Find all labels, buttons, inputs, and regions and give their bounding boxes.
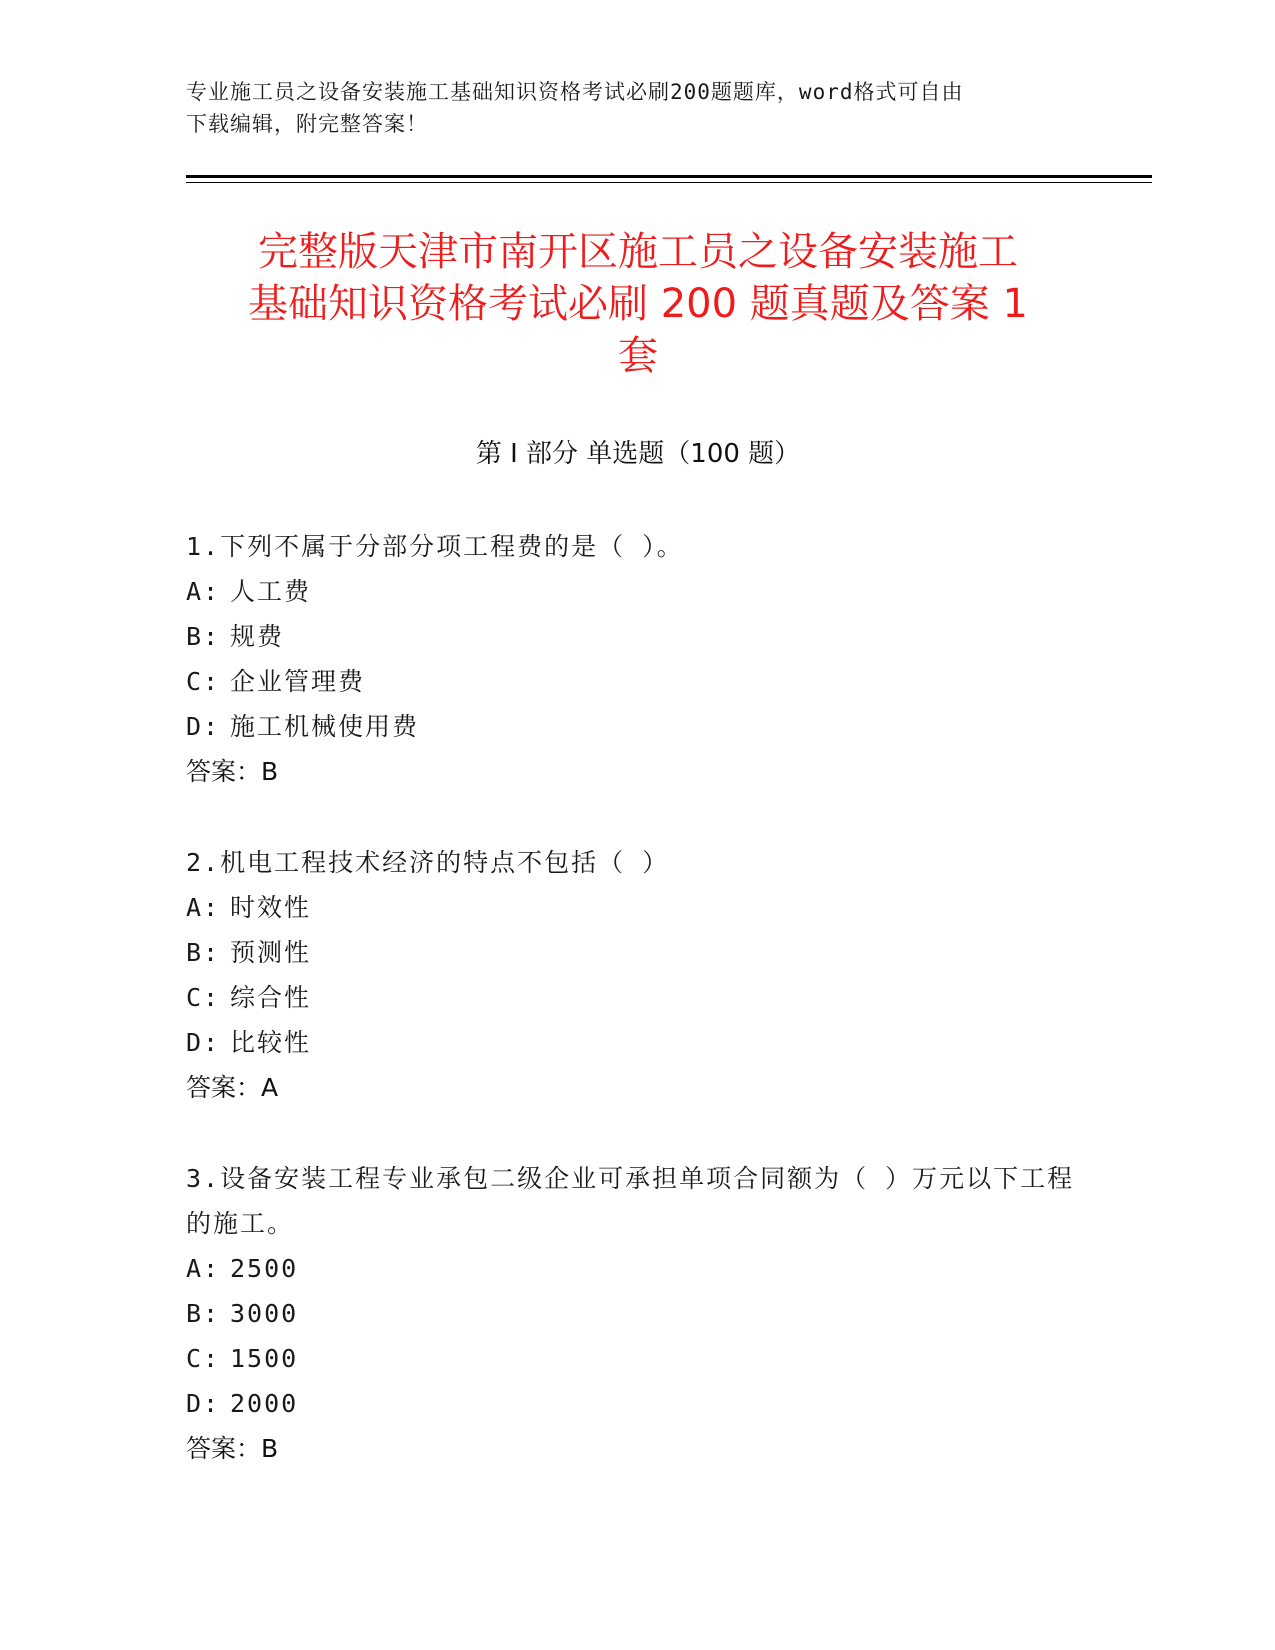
option-d	[186, 704, 1086, 749]
option-key: D:	[186, 1389, 221, 1418]
document-title-line-3: 套	[618, 333, 658, 379]
question-2	[186, 840, 1086, 1110]
option-b	[186, 930, 1086, 975]
header-note-line-1: 专业施工员之设备安装施工基础知识资格考试必刷200题题库，word格式可自由	[186, 80, 964, 104]
option-a	[186, 885, 1086, 930]
option-c	[186, 975, 1086, 1020]
question-stem: 3.设备安装工程专业承包二级企业可承担单项合同额为（ ）万元以下工程的施工。	[186, 1164, 1075, 1238]
option-key: B:	[186, 1299, 221, 1328]
question-1	[186, 524, 1086, 794]
option-text: 2000	[230, 1389, 299, 1418]
option-key: A:	[186, 1254, 221, 1283]
option-key: C:	[186, 667, 221, 696]
option-a	[186, 569, 1086, 614]
option-b	[186, 614, 1086, 659]
option-c	[186, 1336, 1086, 1381]
option-text: 1500	[230, 1344, 299, 1373]
question-stem: 1.下列不属于分部分项工程费的是（ ）。	[186, 532, 684, 561]
section-title: 第 I 部分 单选题（100 题）	[475, 439, 801, 469]
option-b	[186, 1291, 1086, 1336]
option-c	[186, 659, 1086, 704]
option-text: 规费	[230, 622, 285, 651]
option-key: B:	[186, 938, 221, 967]
document-title-line-2: 基础知识资格考试必刷 200 题真题及答案 1	[248, 281, 1028, 327]
option-key: A:	[186, 893, 221, 922]
option-text: 比较性	[230, 1028, 312, 1057]
option-key: A:	[186, 577, 221, 606]
question-stem: 2.机电工程技术经济的特点不包括（ ）	[186, 848, 670, 877]
option-d	[186, 1020, 1086, 1065]
option-text: 人工费	[230, 577, 312, 606]
option-key: D:	[186, 712, 221, 741]
option-key: C:	[186, 983, 221, 1012]
option-key: D:	[186, 1028, 221, 1057]
option-key: B:	[186, 622, 221, 651]
option-key: C:	[186, 1344, 221, 1373]
header-rule-thin	[186, 182, 1152, 183]
option-text: 预测性	[230, 938, 312, 967]
header-note-line-2: 下载编辑，附完整答案！	[186, 112, 428, 136]
answer-line: 答案：B	[186, 1434, 279, 1463]
header-rule-thick	[186, 175, 1152, 178]
answer-line: 答案：B	[186, 757, 279, 786]
document-title	[186, 226, 1090, 382]
header-note	[186, 76, 1066, 140]
option-text: 施工机械使用费	[230, 712, 420, 741]
option-text: 2500	[230, 1254, 299, 1283]
option-text: 综合性	[230, 983, 312, 1012]
answer-line: 答案：A	[186, 1073, 279, 1102]
option-text: 企业管理费	[230, 667, 366, 696]
question-3	[186, 1156, 1086, 1471]
document-title-line-1: 完整版天津市南开区施工员之设备安装施工	[258, 229, 1018, 275]
option-text: 时效性	[230, 893, 312, 922]
option-d	[186, 1381, 1086, 1426]
option-text: 3000	[230, 1299, 299, 1328]
option-a	[186, 1246, 1086, 1291]
